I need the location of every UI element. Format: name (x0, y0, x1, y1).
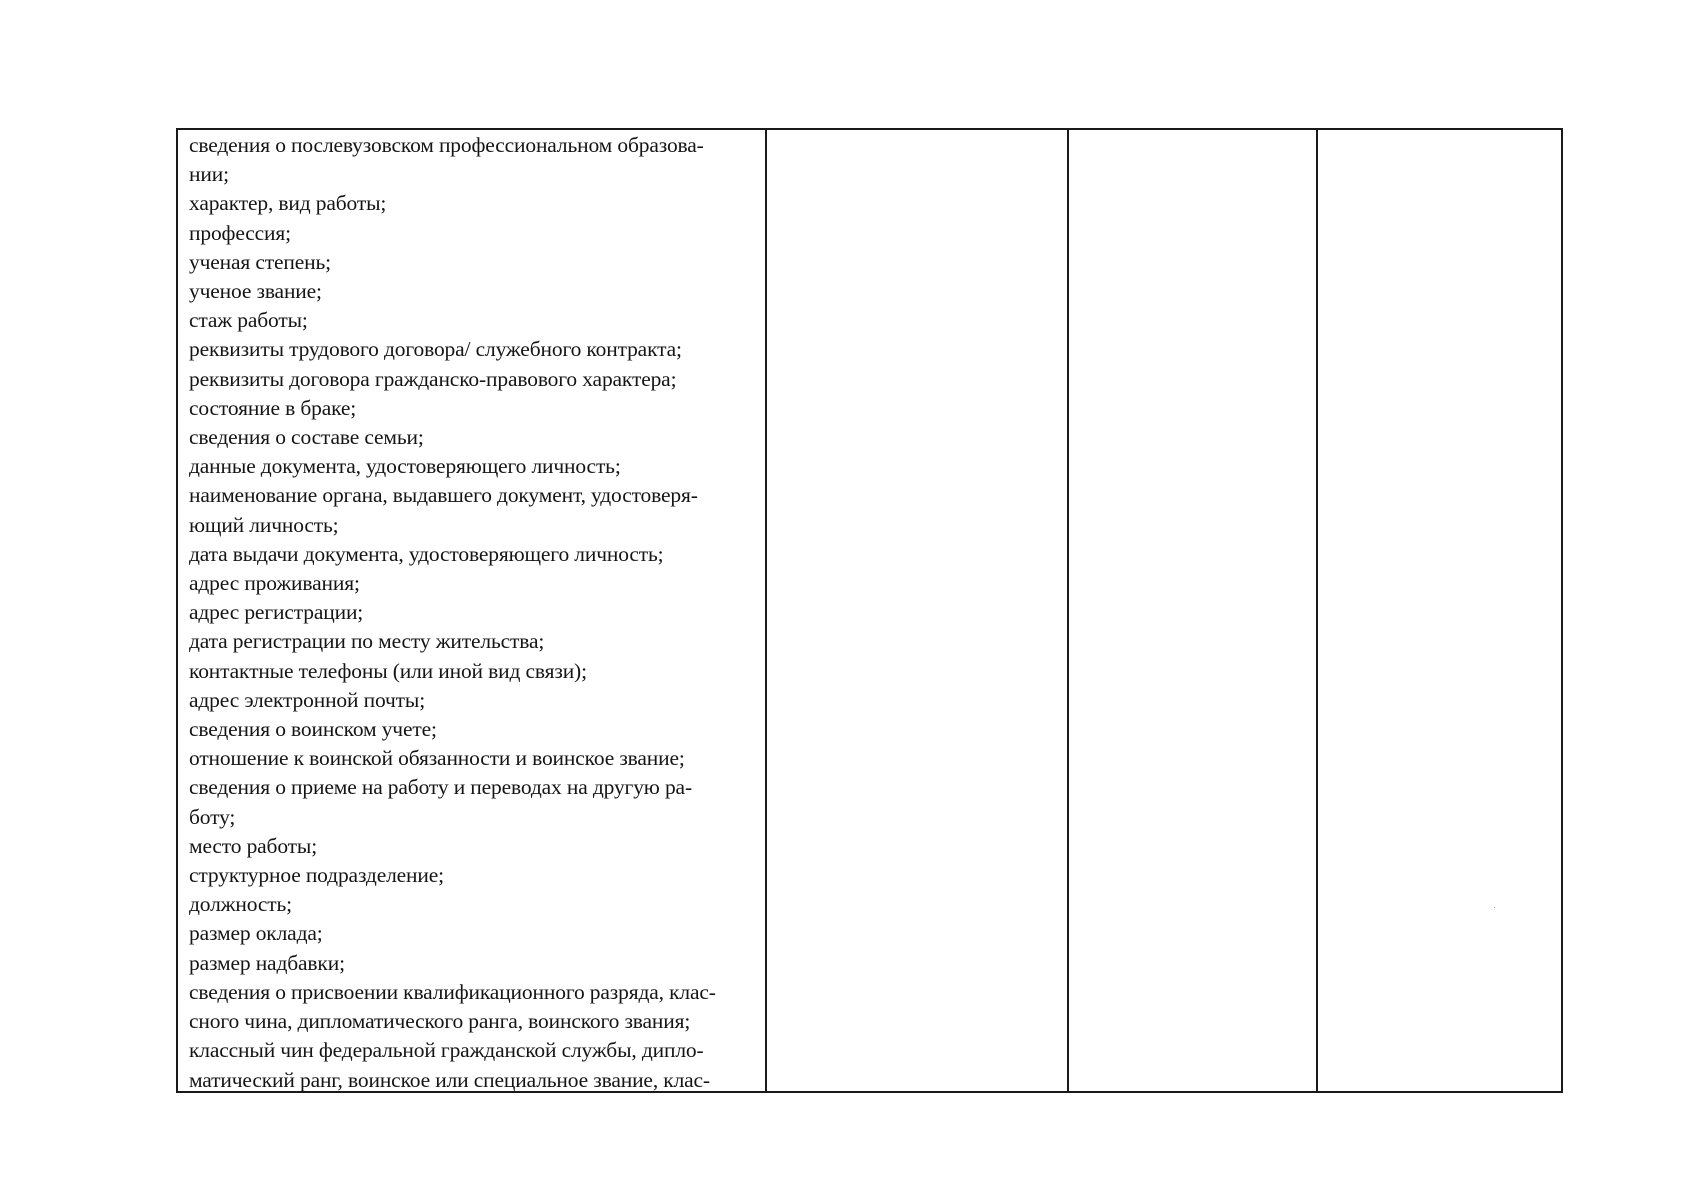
table-cell-line: наименование органа, выдавшего документ, удостоверя- (189, 483, 698, 508)
table-cell-line: данные документа, удостоверяющего личность; (189, 454, 621, 479)
table-cell-line: сведения о присвоении квалификационного разряда, клас- (189, 979, 716, 1004)
table-cell-line: профессия; (189, 220, 291, 245)
table-cell-line: боту; (189, 804, 236, 829)
table-cell-line: реквизиты договора гражданско-правового характера; (189, 366, 677, 391)
table-cell-line: стаж работы; (189, 308, 308, 333)
table-column-4 (1316, 130, 1561, 1091)
table-cell-line: классный чин федеральной гражданской службы, дипло- (189, 1038, 704, 1063)
table-column-2 (765, 130, 1067, 1091)
table-column-personal-data (178, 130, 765, 1091)
data-table (176, 128, 1563, 1093)
table-cell-line: должность; (189, 892, 292, 917)
table-cell-line: структурное подразделение; (189, 863, 444, 888)
table-cell-line: дата регистрации по месту жительства; (189, 629, 545, 654)
table-cell-line: ученая степень; (189, 249, 331, 274)
table-cell-line: ученое звание; (189, 279, 322, 304)
table-cell-line: контактные телефоны (или иной вид связи); (189, 658, 587, 683)
table-cell-line: адрес проживания; (189, 571, 360, 596)
table-cell-line: реквизиты трудового договора/ служебного контракта; (189, 337, 682, 362)
table-cell-line: сведения о приеме на работу и переводах на другую ра- (189, 775, 692, 800)
table-cell-line: место работы; (189, 833, 318, 858)
personal-data-list (178, 131, 765, 1095)
table-cell-line: дата выдачи документа, удостоверяющего личность; (189, 541, 664, 566)
table-cell-line: характер, вид работы; (189, 191, 387, 216)
table-cell-line: нии; (189, 162, 229, 187)
table-cell-line: адрес электронной почты; (189, 687, 426, 712)
scan-speck (1494, 907, 1495, 908)
table-cell-line: сведения о воинском учете; (189, 717, 437, 742)
table-cell-line: состояние в браке; (189, 395, 357, 420)
table-cell-line: матический ранг, воинское или специальное звание, клас- (189, 1067, 710, 1092)
table-cell-line: размер оклада; (189, 921, 323, 946)
table-cell-line: размер надбавки; (189, 950, 345, 975)
table-cell-line: ющий личность; (189, 512, 339, 537)
table-cell-line: адрес регистрации; (189, 600, 364, 625)
table-cell-line: сведения о послевузовском профессиональном образова- (189, 133, 704, 157)
table-cell-line: сведения о составе семьи; (189, 425, 424, 450)
table-cell-line: отношение к воинской обязанности и воинское звание; (189, 746, 685, 771)
table-cell-line: сного чина, дипломатического ранга, воинского звания; (189, 1009, 691, 1034)
table-column-3 (1067, 130, 1316, 1091)
